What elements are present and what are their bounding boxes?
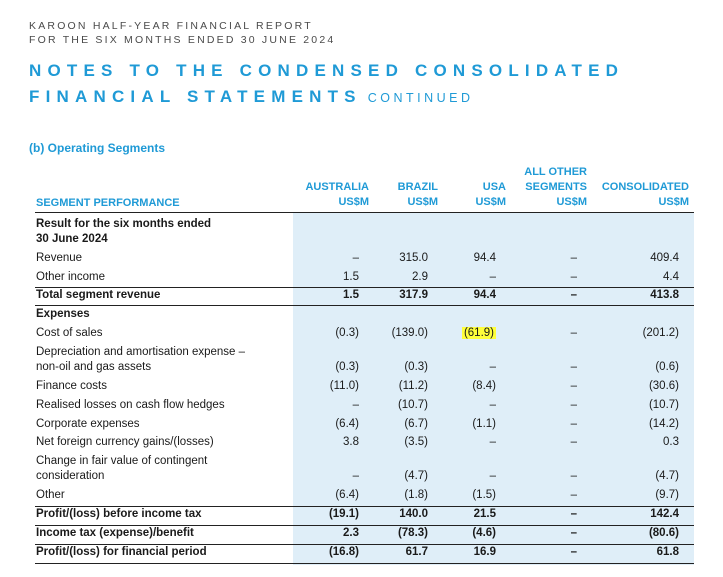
cell-value: (6.4) — [335, 418, 359, 430]
col-header-australia-name: AUSTRALIA — [305, 181, 369, 193]
col-header-consolidated — [602, 180, 689, 210]
cell-value: – — [570, 380, 577, 392]
cell-value: – — [570, 470, 577, 482]
cell-value: 413.8 — [650, 289, 679, 301]
cell-value: – — [352, 470, 359, 482]
cell-value: – — [570, 271, 577, 283]
row-label: Total segment revenue — [36, 289, 161, 301]
cell-value: (0.3) — [335, 327, 359, 339]
cell-value: (14.2) — [648, 418, 679, 430]
col-header-consolidated-name: CONSOLIDATED — [601, 181, 689, 193]
cell-value: – — [489, 436, 496, 448]
cell-value: – — [570, 289, 577, 301]
col-header-all-other-name: SEGMENTS — [525, 181, 587, 193]
cell-value: (1.1) — [472, 418, 496, 430]
period-label-line1: Result for the six months ended — [36, 218, 212, 230]
row-label: Corporate expenses — [36, 418, 140, 430]
cell-value: – — [570, 489, 577, 501]
cell-value: (1.5) — [472, 489, 496, 501]
row-label: Realised losses on cash flow hedges — [36, 399, 225, 411]
cell-value: (4.7) — [404, 470, 428, 482]
row-label: Other — [36, 489, 65, 501]
cell-value: (139.0) — [391, 327, 428, 339]
row-label: Expenses — [36, 308, 90, 320]
cell-value: (11.2) — [398, 380, 428, 392]
row-label: Finance costs — [36, 380, 107, 392]
page-title-line2 — [29, 87, 474, 107]
row-rule — [35, 305, 694, 306]
cell-value: – — [489, 399, 496, 411]
col-header-consolidated-unit: US$M — [658, 196, 689, 208]
col-header-brazil-unit: US$M — [407, 196, 438, 208]
header-rule — [35, 212, 694, 213]
cell-value: (30.6) — [648, 380, 679, 392]
cell-value — [436, 326, 496, 341]
row-label: Depreciation and amortisation expense – non-oil and gas assets — [36, 346, 246, 373]
row-label: Profit/(loss) before income tax — [36, 508, 202, 520]
continued-label: CONTINUED — [367, 91, 474, 105]
row-label: Cost of sales — [36, 327, 103, 339]
cell-value: – — [570, 527, 577, 539]
segment-performance-header: SEGMENT PERFORMANCE — [36, 197, 180, 209]
col-header-usa-unit: US$M — [475, 196, 506, 208]
cell-value: 2.9 — [412, 271, 428, 283]
cell-value: – — [570, 361, 577, 373]
cell-value: 409.4 — [650, 252, 679, 264]
cell-value: (6.4) — [335, 489, 359, 501]
cell-value: 94.4 — [473, 252, 496, 264]
cell-value: (0.3) — [335, 361, 359, 373]
cell-value: (3.5) — [404, 436, 428, 448]
cell-value: – — [352, 252, 359, 264]
cell-value: (4.6) — [472, 527, 496, 539]
cell-value: (0.6) — [655, 361, 679, 373]
section-heading: (b) Operating Segments — [29, 141, 166, 155]
cell-value: – — [570, 508, 577, 520]
row-rule — [35, 563, 694, 564]
row-label: Net foreign currency gains/(losses) — [36, 436, 214, 448]
cell-value: 140.0 — [399, 508, 428, 520]
col-header-all-other-unit: US$M — [556, 196, 587, 208]
cell-value: (80.6) — [648, 527, 679, 539]
highlighted-value: (61.9) — [463, 327, 494, 339]
cell-value: 16.9 — [473, 546, 496, 558]
cell-value: – — [489, 361, 496, 373]
cell-value: (16.8) — [328, 546, 359, 558]
cell-value: (8.4) — [472, 380, 496, 392]
col-header-brazil-name: BRAZIL — [397, 181, 438, 193]
cell-value: 4.4 — [663, 271, 679, 283]
col-header-australia-unit: US$M — [338, 196, 369, 208]
cell-value: 315.0 — [399, 252, 428, 264]
cell-value: – — [570, 546, 577, 558]
cell-value: (1.8) — [404, 489, 428, 501]
row-label: Other income — [36, 271, 106, 283]
cell-value: (9.7) — [655, 489, 679, 501]
cell-value: 94.4 — [473, 289, 496, 301]
cell-value: 317.9 — [399, 289, 428, 301]
cell-value: (4.7) — [655, 470, 679, 482]
page-title-line1: NOTES TO THE CONDENSED CONSOLIDATED — [29, 61, 625, 80]
cell-value: 142.4 — [650, 508, 679, 520]
cell-value: 1.5 — [343, 289, 359, 301]
cell-value: (78.3) — [397, 527, 428, 539]
cell-value: – — [489, 470, 496, 482]
cell-value: (10.7) — [648, 399, 679, 411]
cell-value: – — [570, 327, 577, 339]
row-label: Change in fair value of contingent consideration — [36, 455, 208, 482]
cell-value: 1.5 — [343, 271, 359, 283]
row-label: Profit/(loss) for financial period — [36, 546, 207, 558]
cell-value: – — [352, 399, 359, 411]
row-label: Income tax (expense)/benefit — [36, 527, 194, 539]
cell-value: (11.0) — [329, 380, 359, 392]
cell-value: 3.8 — [343, 436, 359, 448]
col-header-brazil — [398, 180, 438, 210]
cell-value: (10.7) — [397, 399, 428, 411]
cell-value: 21.5 — [473, 508, 496, 520]
col-header-all-other — [524, 165, 587, 210]
cell-value: – — [570, 252, 577, 264]
cell-value: 61.8 — [656, 546, 679, 558]
cell-value: (201.2) — [642, 327, 679, 339]
row-label: Revenue — [36, 252, 83, 264]
col-header-australia — [305, 180, 369, 210]
cell-value: (6.7) — [404, 418, 428, 430]
cell-value: (19.1) — [328, 508, 359, 520]
cell-value: – — [489, 271, 496, 283]
cell-value: – — [570, 418, 577, 430]
cell-value: – — [570, 436, 577, 448]
col-header-all-other-line0: ALL OTHER — [524, 166, 587, 178]
col-header-usa-name: USA — [482, 181, 506, 193]
cell-value: – — [570, 399, 577, 411]
report-header-line2: FOR THE SIX MONTHS ENDED 30 JUNE 2024 — [29, 34, 336, 46]
cell-value: 0.3 — [663, 436, 679, 448]
cell-value: (0.3) — [404, 361, 428, 373]
cell-value: 2.3 — [343, 527, 359, 539]
cell-value: 61.7 — [405, 546, 428, 558]
period-label-line2: 30 June 2024 — [36, 233, 108, 245]
col-header-usa — [475, 180, 506, 210]
report-header-line1: KAROON HALF-YEAR FINANCIAL REPORT — [29, 20, 313, 32]
page-title-line2-text: FINANCIAL STATEMENTS — [29, 87, 362, 106]
